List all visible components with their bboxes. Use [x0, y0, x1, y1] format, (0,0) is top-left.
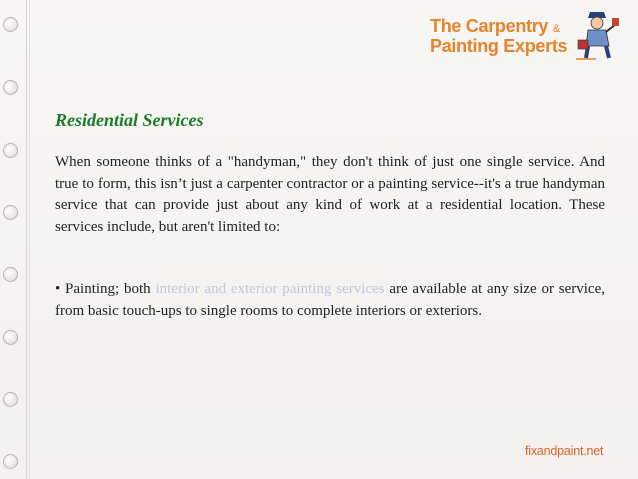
body-paragraph: When someone thinks of a "handyman," they don't think of just one single service. And true to form, this isn’t just a carpenter contractor or a painting service--it's a true handyman service that can provide just about any kind of work at a residential location. These services include, but aren't limited to: [55, 154, 605, 235]
bullet-prefix: Painting; both [60, 281, 156, 297]
binder-ring-icon [3, 143, 18, 158]
bullet-item [55, 279, 605, 322]
bullet-suffix: are available at any size or service, from basic touch-ups to single rooms to complete interiors or exteriors. [55, 281, 605, 319]
company-logo [430, 14, 620, 64]
logo-line-1: The Carpentry & [430, 16, 560, 36]
binder-ring-icon [3, 205, 18, 220]
binder-ring-icon [3, 267, 18, 282]
binder-ring-icon [3, 330, 18, 345]
margin-line [26, 0, 27, 479]
binder-ring-icon [3, 80, 18, 95]
binder-ring-icon [3, 17, 18, 32]
section-heading: Residential Services [55, 110, 204, 130]
footer-website: fixandpaint.net [525, 444, 604, 458]
margin-line-secondary [29, 0, 30, 479]
binder-ring-icon [3, 392, 18, 407]
binder-ring-icon [3, 454, 18, 469]
painting-services-link[interactable]: interior and exterior painting services [155, 281, 385, 297]
logo-line-2: Painting Experts [430, 36, 568, 56]
handyman-mascot-icon [576, 10, 620, 60]
bullet-symbol: • [55, 281, 61, 297]
